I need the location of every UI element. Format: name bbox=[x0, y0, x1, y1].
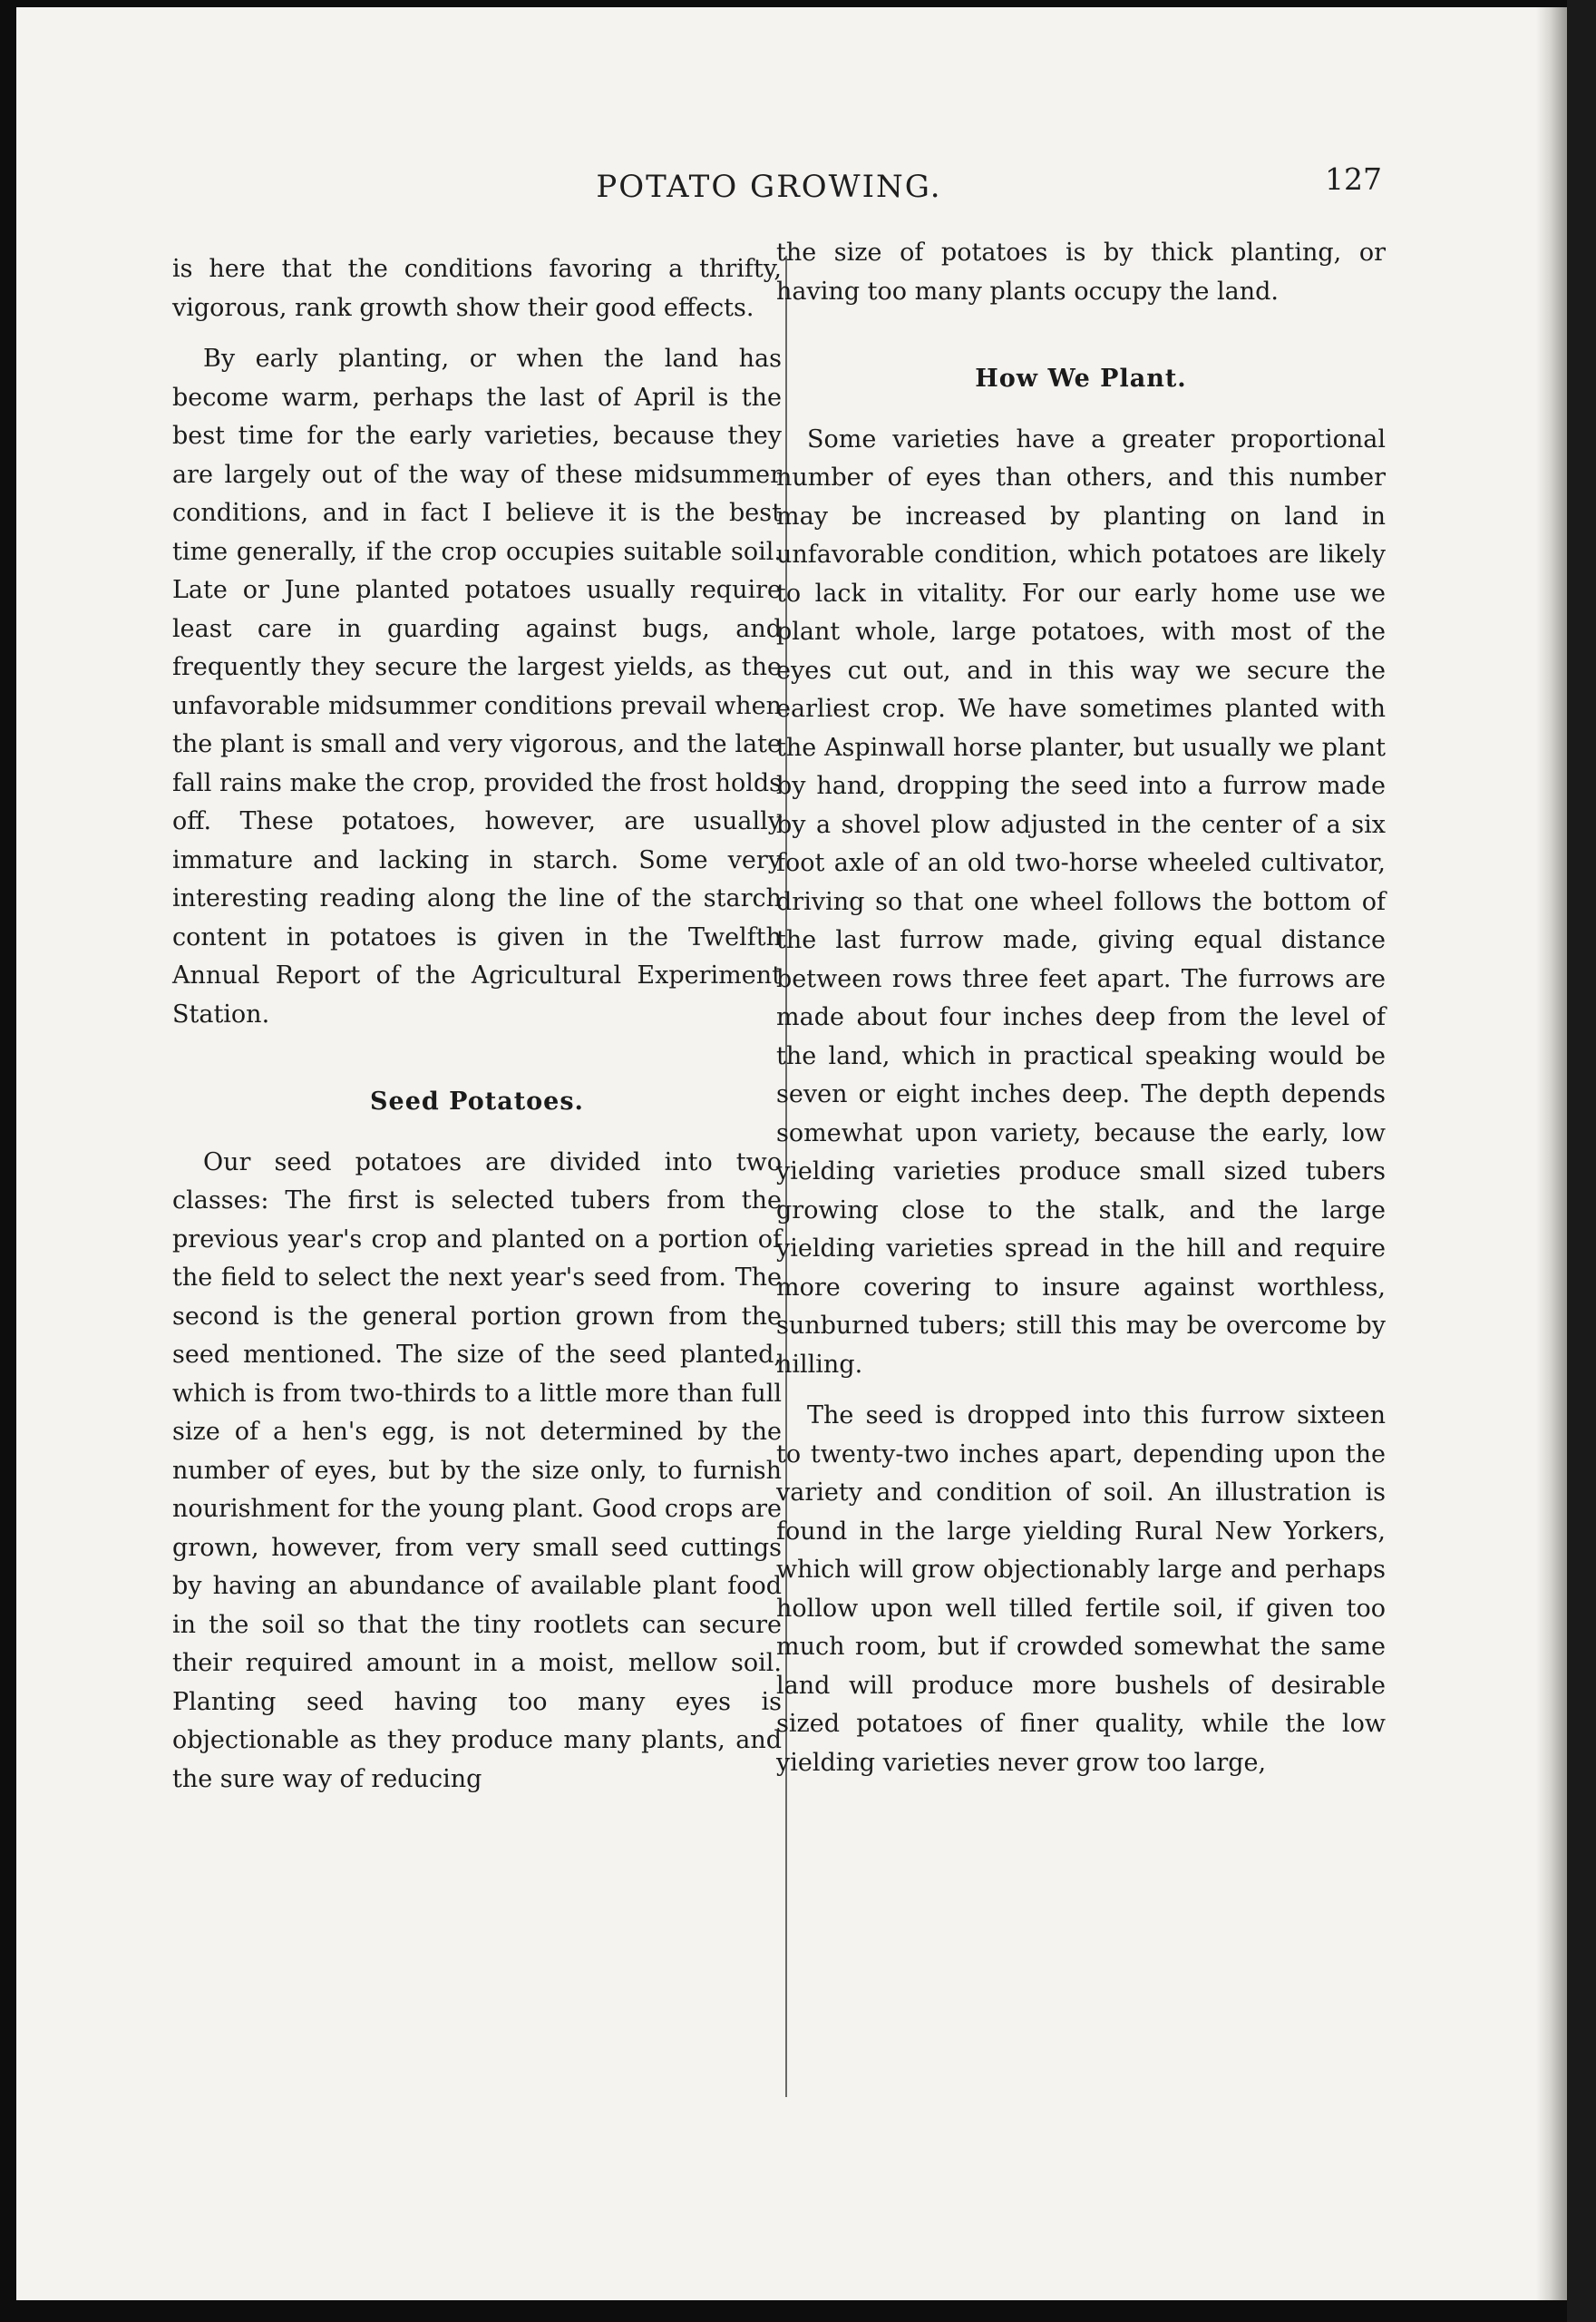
right-paragraph-2: Some varieties have a greater proportional number of eyes than others, and this number may be increased by planting on land in unfavorable condition, which potatoes are likely to lack in vitality. For our early home use we plant whole, large potatoes, with most of the eyes cut out, and in this way we secure the earliest crop. We have sometimes planted with the Aspinwall horse planter, but usually we plant by hand, dropping the seed into a furrow made by a shovel plow adjusted in the center of a six foot axle of an old two-horse wheeled cultivator, driving so that one wheel follows the bottom of the last furrow made, giving equal distance between rows three feet apart. The furrows are made about four inches deep from the level of the land, which in practical speaking would be seven or eight inches deep. The depth depends somewhat upon variety, because the early, low yielding varieties produce small sized tubers growing close to the stalk, and the large yielding varieties spread in the hill and require more covering to insure against worthless, sunburned tubers; still this may be overcome by hilling. bbox=[776, 424, 1386, 1379]
left-paragraph-1: is here that the conditions favoring a thrifty, vigorous, rank growth show their good effects. bbox=[172, 255, 782, 322]
running-title: POTATO GROWING. bbox=[596, 169, 942, 205]
section-heading-how-we-plant: How We Plant. bbox=[975, 365, 1187, 393]
left-paragraph-2: By early planting, or when the land has become warm, perhaps the last of April is the best time for the early varieties, because they are largely out of the way of these midsummer conditions, and in fact I believe it is the best time generally, if the crop occupies suitable soil. Late or June planted potatoes usually require least care in guarding against bugs, and frequently they secure the largest yields, as the unfavorable midsummer conditions prevail when the plant is small and very vigorous, and the late fall rains make the crop, provided the frost holds off. These potatoes, however, are usually immature and lacking in starch. Some very interesting reading along the line of the starch content in potatoes is given in the Twelfth Annual Report of the Agricultural Experiment Station. bbox=[172, 345, 782, 1029]
left-paragraph-3: Our seed potatoes are divided into two classes: The first is selected tubers from the previous year's crop and planted on a portion of the field to select the next year's seed from. The second is the general portion grown from the seed mentioned. The size of the seed planted, which is from two-thirds to a little more than full size of a hen's egg, is not determined by the number of eyes, but by the size only, to furnish nourishment for the young plant. Good crops are grown, however, from very small seed cuttings by having an abundance of available plant food in the soil so that the tiny rootlets can secure their required amount in a moist, mellow soil. Planting seed having too many eyes is objectionable as they produce many plants, and the sure way of reducing bbox=[172, 1147, 782, 1793]
right-paragraph-3: The seed is dropped into this furrow sixteen to twenty-two inches apart, depending upon the variety and condition of soil. An illustration is found in the large yielding Rural New Yorkers, which will grow objectionably large and perhaps hollow upon well tilled fertile soil, if given too much room, but if crowded somewhat the same land will produce more bushels of desirable sized potatoes of finer quality, while the low yielding varieties never grow too large, bbox=[776, 1401, 1386, 1777]
page-number: 127 bbox=[1325, 161, 1382, 197]
right-paragraph-1: the size of potatoes is by thick planting, or having too many plants occupy the land. bbox=[776, 239, 1386, 306]
scan-border bbox=[1567, 0, 1596, 2322]
left-column bbox=[172, 250, 782, 1811]
book-page bbox=[16, 7, 1567, 2300]
right-column bbox=[776, 234, 1386, 1795]
page-edge-shadow bbox=[1536, 7, 1567, 2300]
section-heading-seed-potatoes: Seed Potatoes. bbox=[370, 1088, 584, 1116]
